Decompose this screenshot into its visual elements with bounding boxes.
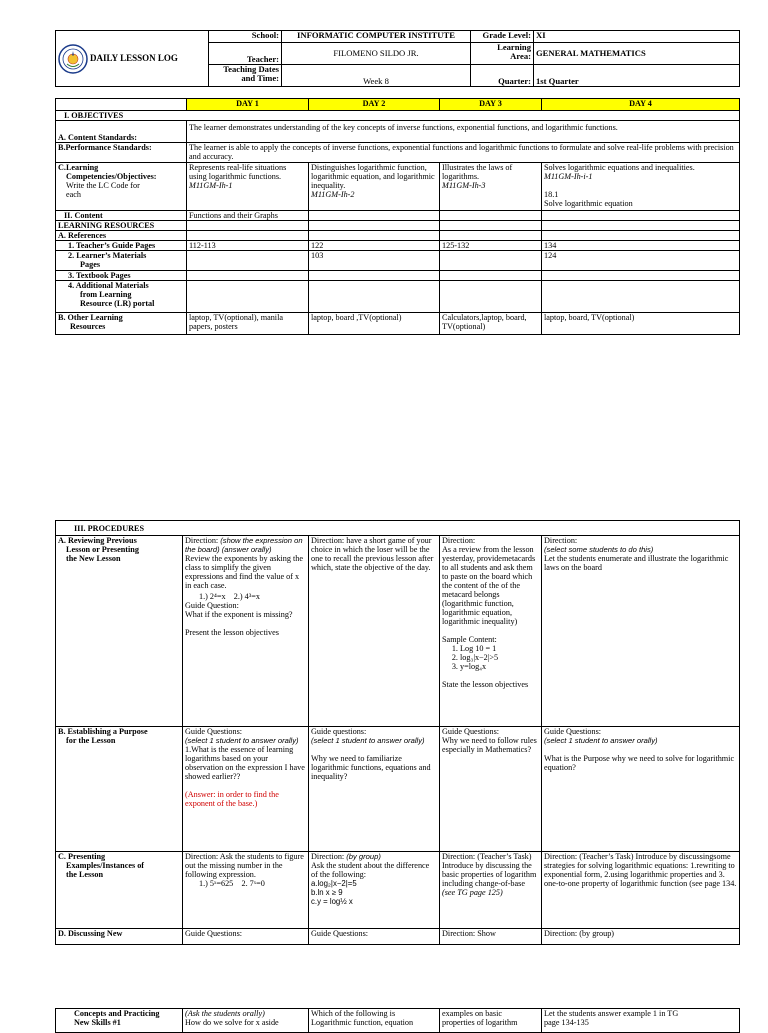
a-d3-item-2: 2. log₃|x−2|>5 <box>460 653 539 662</box>
procedure-b-day-3 <box>440 727 542 852</box>
b-d1-guide: Guide Questions: <box>185 727 243 736</box>
page-2-day-3: examples on basic properties of logarithm <box>440 1009 542 1033</box>
lr-blank-1 <box>187 221 309 231</box>
b-d1-note: (select 1 student to answer orally) <box>185 736 299 745</box>
b-d4-text: What is the Purpose why we need to solve for logarithmic equation? <box>544 754 735 772</box>
lc-label-line4: each <box>66 190 81 199</box>
c-d2-item-b: b.ln x ≥ 9 <box>311 888 343 897</box>
b-d2-guide: Guide questions: <box>311 727 367 736</box>
procedure-a-day-1 <box>183 536 309 727</box>
procedure-c-day-3: Direction: (Teacher’s Task) Introduce by discussing the basic properties of logarithm including change-of-base (see TG page 125) <box>440 852 542 929</box>
procedure-b-day-2 <box>309 727 440 852</box>
day-1-header: DAY 1 <box>187 99 309 111</box>
procedure-c-day-4: Direction: (Teacher’s Task) Introduce by discussingsome strategies for solving logarithmic equations: 1.rewriting to exponential form, 2.using logarithmic properties and 3. one-to-one property of logarithmic function (see page 134. <box>542 852 740 929</box>
content-label: II. Content <box>56 211 187 221</box>
other-resources-label <box>56 313 187 335</box>
objectives-title: I. OBJECTIVES <box>56 111 740 121</box>
school-value: INFORMATIC COMPUTER INSTITUTE <box>282 31 471 43</box>
b-d3-guide: Guide Questions: <box>442 727 500 736</box>
other-label-line1: B. Other Learning <box>58 313 123 322</box>
a-d1-text: Review the exponents by asking the class to simplify the given expressions and find the value of x in each case. <box>185 554 304 590</box>
page-2-day-4: Let the students answer example 1 in TG page 134-135 <box>542 1009 740 1033</box>
a-d1-items: 1.) 2⁴=x 2.) 4³=x <box>199 592 260 601</box>
b-d2-note: (select 1 student to answer orally) <box>311 736 425 745</box>
a-d1-direction: Direction: (show the expression on the board) (answer orally) <box>185 536 303 554</box>
c-d2-item-a: a.log₂|x−2|=5 <box>311 879 357 888</box>
tg-day-4: 134 <box>542 241 740 251</box>
grade-value: XI <box>534 31 740 43</box>
procedure-d-day-3: Direction: Show <box>440 929 542 945</box>
other-day-1: laptop, TV(optional), manila papers, posters <box>187 313 309 335</box>
a-d4-text: Let the students enumerate and illustrate the logarithmic laws on the board <box>544 554 729 572</box>
tg-day-1: 112-113 <box>187 241 309 251</box>
lc-day-1 <box>187 163 309 211</box>
grade-label: Grade Level: <box>471 31 534 43</box>
procedure-d-day-1: Guide Questions: <box>183 929 309 945</box>
lc-day-1-text: Represents real-life situations using logarithmic functions. <box>189 163 287 181</box>
b-d1-text: 1.What is the essence of learning logarithms based on your observation on the expression I have showed earlier?? <box>185 745 305 781</box>
lm-day-1 <box>187 251 309 271</box>
content-day3-blank <box>440 211 542 221</box>
tg-pages-label: 1. Teacher’s Guide Pages <box>56 241 187 251</box>
a-d1-question: What if the exponent is missing? <box>185 610 293 619</box>
a-d1-guide: Guide Question: <box>185 601 239 610</box>
c-d2-item-c: c.y = log½ x <box>311 897 353 906</box>
add-label-line1: 4. Additional Materials <box>68 281 149 290</box>
procedure-a-day-4 <box>542 536 740 727</box>
day-3-header: DAY 3 <box>440 99 542 111</box>
dates-label-line1: Teaching Dates <box>223 64 279 74</box>
page-2-day-1: (Ask the students orally) How do we solve for x aside <box>183 1009 309 1033</box>
procedure-d-day-2: Guide Questions: <box>309 929 440 945</box>
add-label-line3: Resource (LR) portal <box>80 299 155 308</box>
lc-day-3 <box>440 163 542 211</box>
procedure-b-label <box>56 727 183 852</box>
lm-label-line1: 2. Learner’s Materials <box>68 251 147 260</box>
dates-label <box>209 65 282 87</box>
page-2-label <box>56 1009 183 1033</box>
ref-blank-2 <box>309 231 440 241</box>
performance-standards-label: B.Performance Standards: <box>56 143 187 163</box>
a-d1-present: Present the lesson objectives <box>185 628 279 637</box>
lr-blank-4 <box>542 221 740 231</box>
procedure-a-label <box>56 536 183 727</box>
week-value: Week 8 <box>282 65 471 87</box>
lc-day-3-code: M11GM-Ih-3 <box>442 181 486 190</box>
procedure-a-line1: A. Reviewing Previous <box>58 536 137 545</box>
add-blank-1 <box>187 281 309 313</box>
content-standards-text: The learner demonstrates understanding of the key concepts of inverse functions, exponential functions, and logarithmic functions. <box>187 121 740 143</box>
procedure-c-line1: C. Presenting <box>58 852 106 861</box>
page-2-label-line1: Concepts and Practicing <box>74 1009 160 1018</box>
lm-label-line2: Pages <box>80 260 101 269</box>
a-d3-sample: Sample Content: <box>442 635 497 644</box>
lc-label-line3: Write the LC Code for <box>66 181 140 190</box>
procedure-b-line2: for the Lesson <box>66 736 116 745</box>
lc-day-4-code: M11GM-Ih-i-1 <box>544 172 593 181</box>
b-d4-note: (select 1 student to answer orally) <box>544 736 658 745</box>
other-day-2: laptop, board ,TV(optional) <box>309 313 440 335</box>
content-day2-blank <box>309 211 440 221</box>
other-day-4: laptop, board, TV(optional) <box>542 313 740 335</box>
lc-day-4-text: Solves logarithmic equations and inequalities. <box>544 163 695 172</box>
procedure-a-day-3 <box>440 536 542 727</box>
content-day4-blank <box>542 211 740 221</box>
lc-day-4-number: 18.1 <box>544 190 559 199</box>
a-d3-items <box>442 644 539 671</box>
add-blank-2 <box>309 281 440 313</box>
textbook-pages-label: 3. Textbook Pages <box>56 271 187 281</box>
header-table <box>55 30 740 87</box>
area-value: GENERAL MATHEMATICS <box>534 43 740 65</box>
tg-day-3: 125-132 <box>440 241 542 251</box>
lm-day-2: 103 <box>309 251 440 271</box>
procedures-title: III. PROCEDURES <box>56 521 740 536</box>
dates-label-line2: and Time: <box>241 73 279 83</box>
references-label: A. References <box>56 231 187 241</box>
teacher-label: Teacher: <box>209 43 282 65</box>
procedure-b-day-4 <box>542 727 740 852</box>
learning-resources-title: LEARNING RESOURCES <box>56 221 187 231</box>
a-d3-state: State the lesson objectives <box>442 680 529 689</box>
lr-blank-2 <box>309 221 440 231</box>
lc-day-4-sub: Solve logarithmic equation <box>544 199 633 208</box>
day-2-header: DAY 2 <box>309 99 440 111</box>
b-d2-text: Why we need to familiarize logarithmic functions, equations and inequality? <box>311 754 431 781</box>
procedure-c-label <box>56 852 183 929</box>
c-d1-items: 1.) 5ˣ=625 2. 7ˣ=0 <box>199 879 265 888</box>
c-d2-direction: Direction: (by group) <box>311 852 381 861</box>
lc-day-3-text: Illustrates the laws of logarithms. <box>442 163 513 181</box>
lr-blank-3 <box>440 221 542 231</box>
lesson-log-table <box>55 98 740 335</box>
area-label <box>471 43 534 65</box>
add-blank-3 <box>440 281 542 313</box>
day-header-blank <box>56 99 187 111</box>
add-blank-4 <box>542 281 740 313</box>
page-2-label-line2: New Skills #1 <box>74 1018 121 1027</box>
page-2-day-2: Which of the following is Logarithmic function, equation <box>309 1009 440 1033</box>
lm-pages-label <box>56 251 187 271</box>
learning-competencies-label <box>56 163 187 211</box>
procedure-a-line3: the New Lesson <box>66 554 121 563</box>
b-d3-text: Why we need to follow rules especially in Mathematics? <box>442 736 537 754</box>
school-label: School: <box>209 31 282 43</box>
b-d4-guide: Guide Questions: <box>544 727 602 736</box>
a-d4-note: (select some students to do this) <box>544 545 654 554</box>
c-d1-text: Direction: Ask the students to figure out the missing number in the following expression. <box>185 852 304 879</box>
tb-blank-2 <box>309 271 440 281</box>
quarter-value: 1st Quarter <box>534 65 740 87</box>
teacher-value: FILOMENO SILDO JR. <box>282 43 471 65</box>
lc-day-1-code: M11GM-Ih-1 <box>189 181 233 190</box>
procedure-d-day-4: Direction: (by group) <box>542 929 740 945</box>
procedure-c-line2: Examples/Instances of <box>66 861 145 870</box>
day-4-header: DAY 4 <box>542 99 740 111</box>
a-d3-direction: Direction: <box>442 536 476 545</box>
tb-blank-1 <box>187 271 309 281</box>
lc-label-line1: C.Learning <box>58 163 99 172</box>
a-d3-item-3: 3. y=log₄x <box>460 662 539 671</box>
procedure-a-line2: Lesson or Presenting <box>66 545 139 554</box>
ref-blank-1 <box>187 231 309 241</box>
add-label-line2: from Learning <box>80 290 132 299</box>
tb-blank-3 <box>440 271 542 281</box>
a-d3-item-1: 1. Log 10 = 1 <box>460 644 539 653</box>
content-standards-label: A. Content Standards: <box>56 121 187 143</box>
procedure-b-day-1 <box>183 727 309 852</box>
area-label-line2: Area: <box>510 51 531 61</box>
ref-blank-3 <box>440 231 542 241</box>
a-d4-direction: Direction: <box>544 536 578 545</box>
performance-standards-text: The learner is able to apply the concepts of inverse functions, exponential functions and logarithmic functions to formulate and solve real-life problems with precision and accuracy. <box>187 143 740 163</box>
b-d1-answer: (Answer: in order to find the exponent of the base.) <box>185 790 279 808</box>
procedure-d-label: D. Discussing New <box>56 929 183 945</box>
procedure-c-line3: the Lesson <box>66 870 104 879</box>
procedure-a-day-2: Direction: have a short game of your choice in which the loser will be the one to recall the previous lesson after which, state the objective of the day. <box>309 536 440 727</box>
quarter-label: Quarter: <box>471 65 534 87</box>
deped-seal-icon <box>58 44 88 74</box>
area-label-line1: Learning <box>497 42 531 52</box>
procedure-c-day-1 <box>183 852 309 929</box>
page-2-table <box>55 1008 740 1033</box>
a-d3-text: As a review from the lesson yesterday, providemetacards to all students and ask them to paste on the board which the content of the of the metacard belongs (logarithmic function, logarithmic equation, logarithmic inequality) <box>442 545 536 626</box>
content-text: Functions and their Graphs <box>187 211 309 221</box>
logo-title-cell <box>56 31 209 87</box>
lc-day-2 <box>309 163 440 211</box>
other-day-3: Calculators,laptop, board, TV(optional) <box>440 313 542 335</box>
procedure-c-day-2 <box>309 852 440 929</box>
lc-label-line2: Competencies/Objectives: <box>66 172 157 181</box>
other-label-line2: Resources <box>70 322 106 331</box>
tg-day-2: 122 <box>309 241 440 251</box>
lc-day-2-code: M11GM-Ih-2 <box>311 190 355 199</box>
procedures-table <box>55 520 740 945</box>
lc-day-2-text: Distinguishes logarithmic function, logarithmic equation, and logarithmic inequality. <box>311 163 435 190</box>
log-title: DAILY LESSON LOG <box>90 53 178 63</box>
procedure-b-line1: B. Establishing a Purpose <box>58 727 148 736</box>
ref-blank-4 <box>542 231 740 241</box>
lc-day-4 <box>542 163 740 211</box>
lm-day-4: 124 <box>542 251 740 271</box>
tb-blank-4 <box>542 271 740 281</box>
lm-day-3 <box>440 251 542 271</box>
additional-materials-label <box>56 281 187 313</box>
c-d2-text: Ask the student about the difference of the following: <box>311 861 430 879</box>
